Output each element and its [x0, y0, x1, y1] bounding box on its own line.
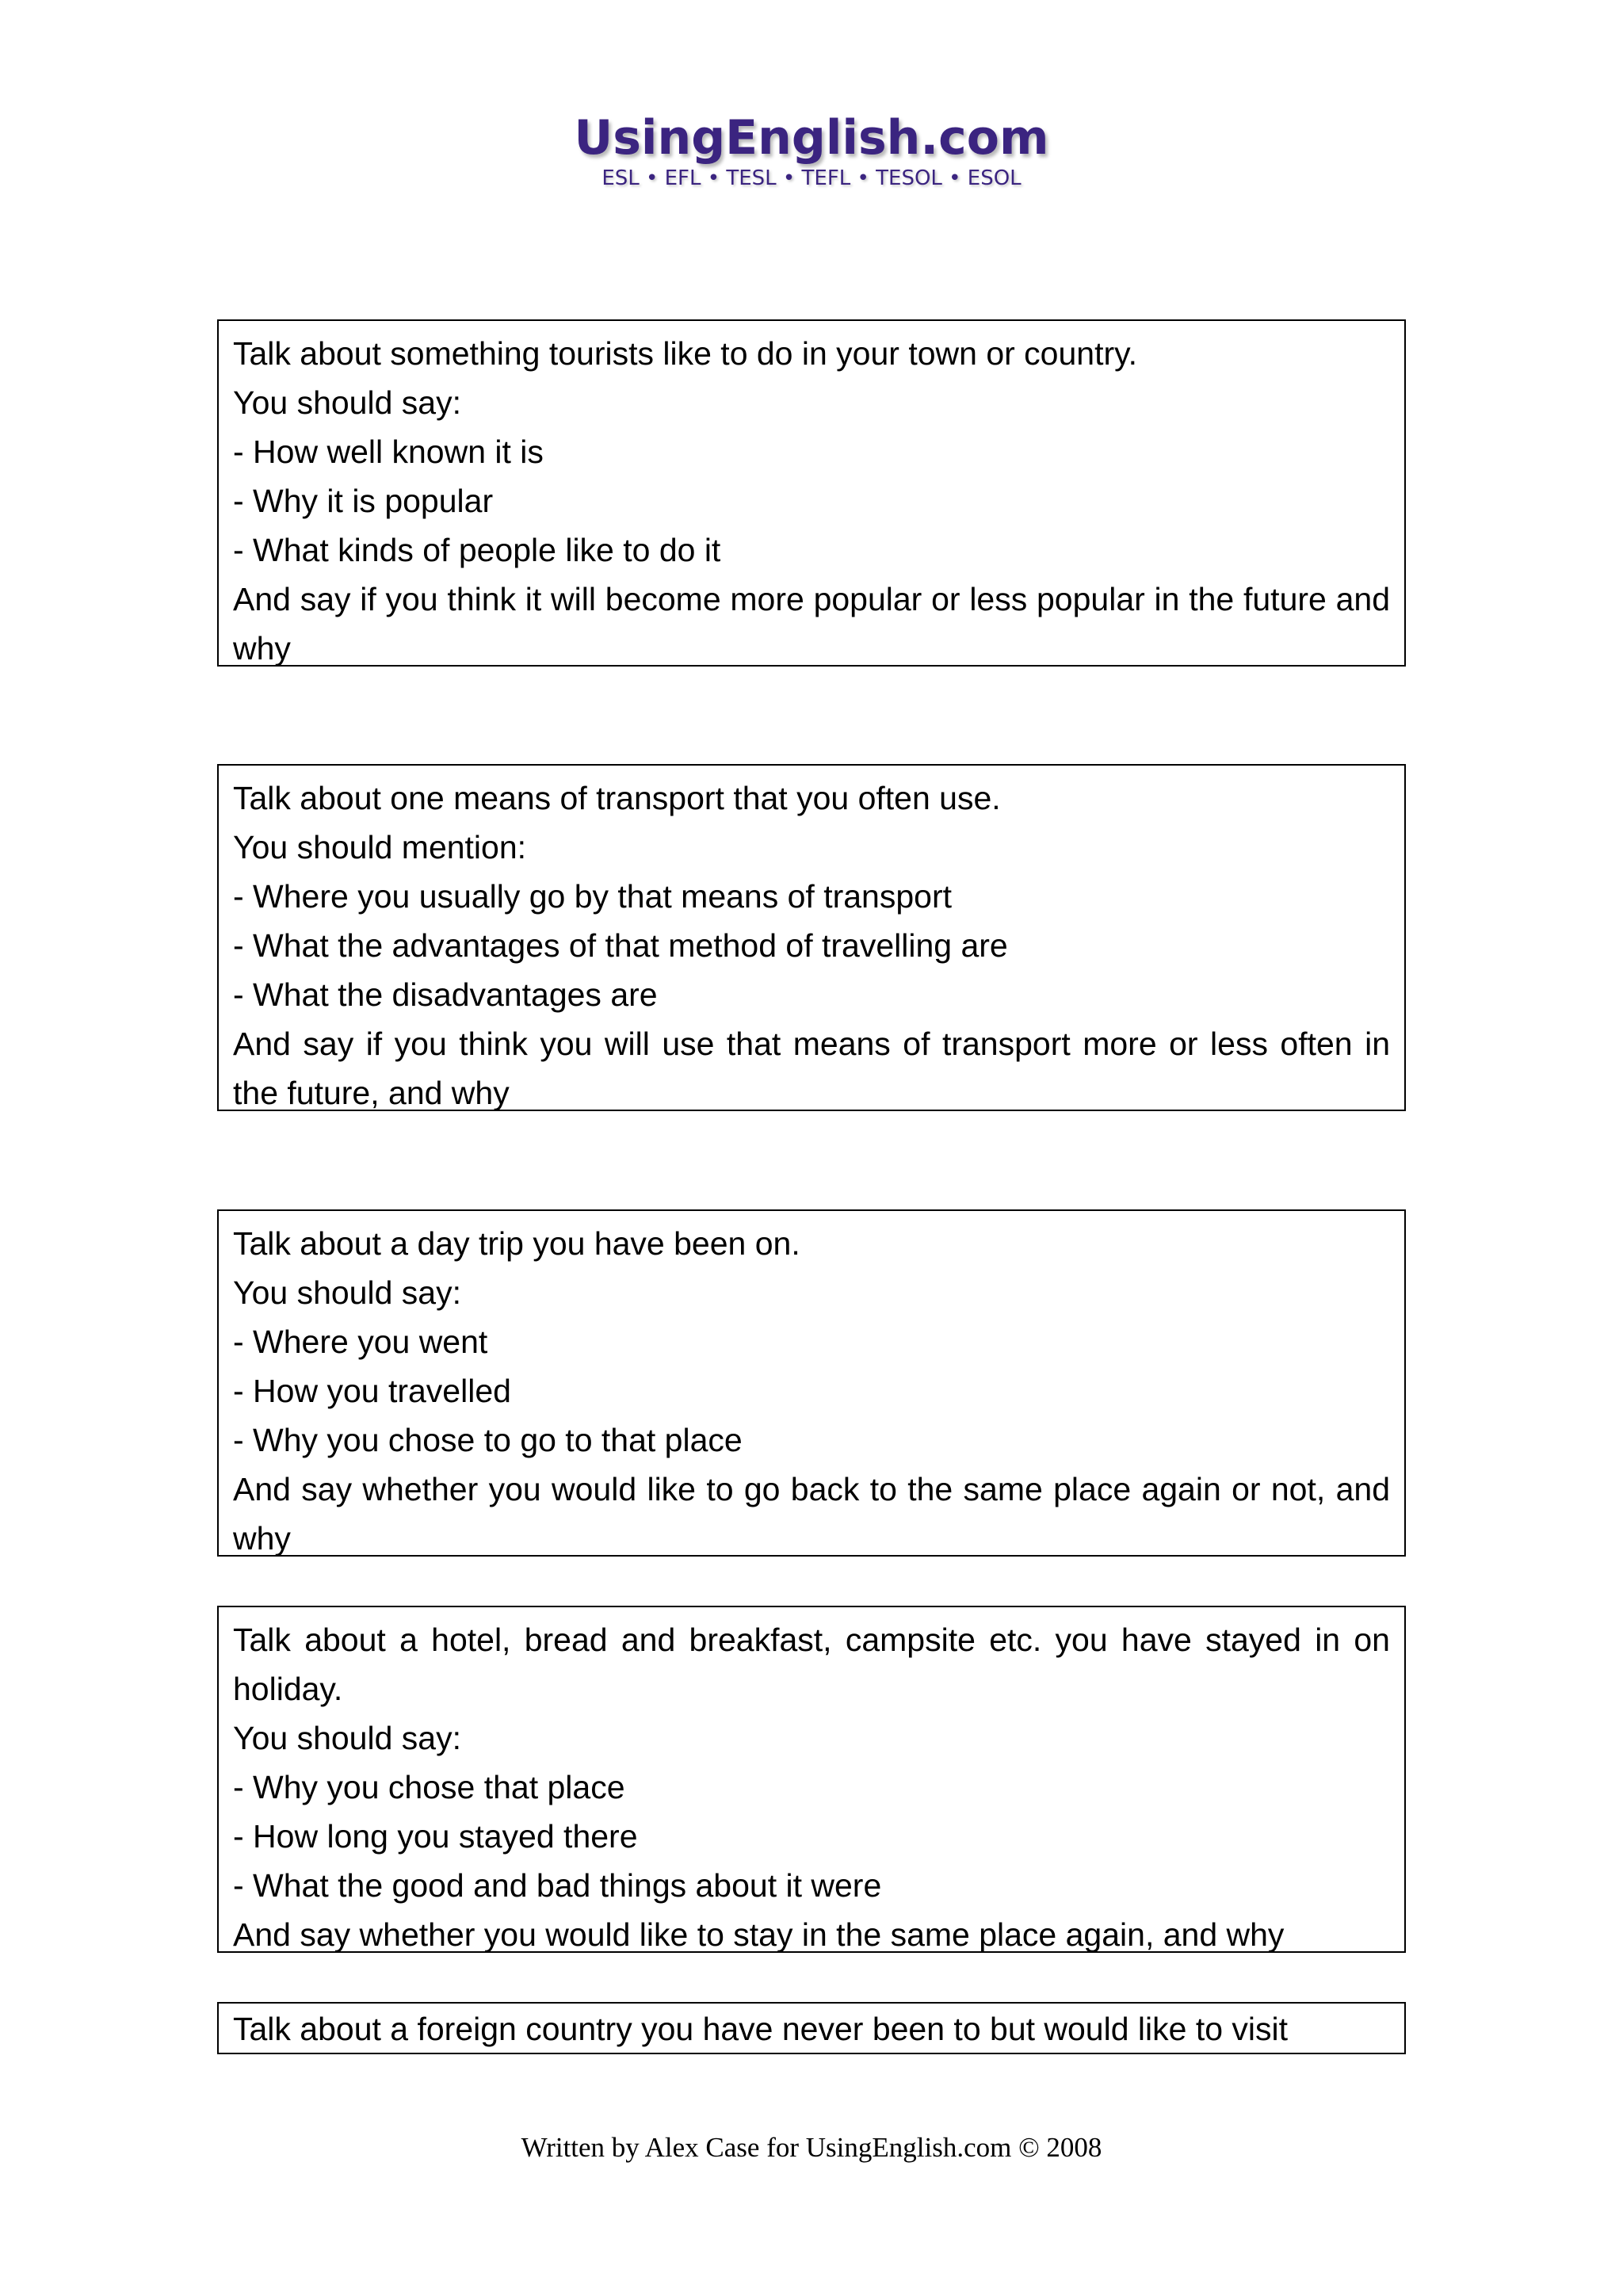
card-line: - How you travelled: [233, 1373, 511, 1409]
topic-card-hotel: [217, 1606, 1406, 1953]
card-line: - What the advantages of that method of travelling are: [233, 927, 1008, 964]
card-line: - What the good and bad things about it were: [233, 1867, 882, 1904]
card-line: - Where you usually go by that means of transport: [233, 878, 953, 915]
card-line: - How long you stayed there: [233, 1818, 638, 1855]
card-line: Talk about a hotel, bread and breakfast, campsite etc. you have stayed in on holiday.: [233, 1622, 1390, 1707]
card-line: - Why you chose to go to that place: [233, 1422, 743, 1458]
card-line: - Why it is popular: [233, 483, 494, 519]
logo-tagline: ESL • EFL • TESL • TEFL • TESOL • ESOL: [601, 166, 1022, 190]
card-line: Talk about one means of transport that you often use.: [233, 780, 1001, 816]
card-line: You should say:: [233, 384, 461, 421]
card-line: - Why you chose that place: [233, 1769, 625, 1805]
card-line: - What the disadvantages are: [233, 976, 658, 1013]
card-line: And say if you think it will become more popular or less popular in the future and why: [233, 581, 1390, 667]
site-logo: [0, 109, 1623, 190]
card-line: And say whether you would like to stay in the same place again, and why: [233, 1916, 1285, 1953]
topic-card-tourists: [217, 319, 1406, 667]
card-line: - Where you went: [233, 1324, 488, 1360]
card-line: You should mention:: [233, 829, 527, 865]
card-line: And say if you think you will use that means of transport more or less often in the future, and why: [233, 1026, 1390, 1111]
card-line: - What kinds of people like to do it: [233, 532, 721, 568]
card-line: Talk about a day trip you have been on.: [233, 1225, 800, 1262]
card-line: You should say:: [233, 1274, 461, 1311]
card-line: You should say:: [233, 1720, 461, 1756]
card-line: - How well known it is: [233, 434, 544, 470]
card-line: And say whether you would like to go back to the same place again or not, and why: [233, 1471, 1390, 1557]
topic-card-transport: [217, 764, 1406, 1111]
card-line: Talk about a foreign country you have never been to but would like to visit: [233, 2011, 1289, 2047]
topic-card-day-trip: [217, 1209, 1406, 1557]
logo-title: UsingEnglish.com: [574, 110, 1049, 166]
footer-credit: Written by Alex Case for UsingEnglish.com © 2008: [521, 2132, 1102, 2163]
topic-card-foreign-country: [217, 2002, 1406, 2054]
card-line: Talk about something tourists like to do in your town or country.: [233, 335, 1137, 372]
